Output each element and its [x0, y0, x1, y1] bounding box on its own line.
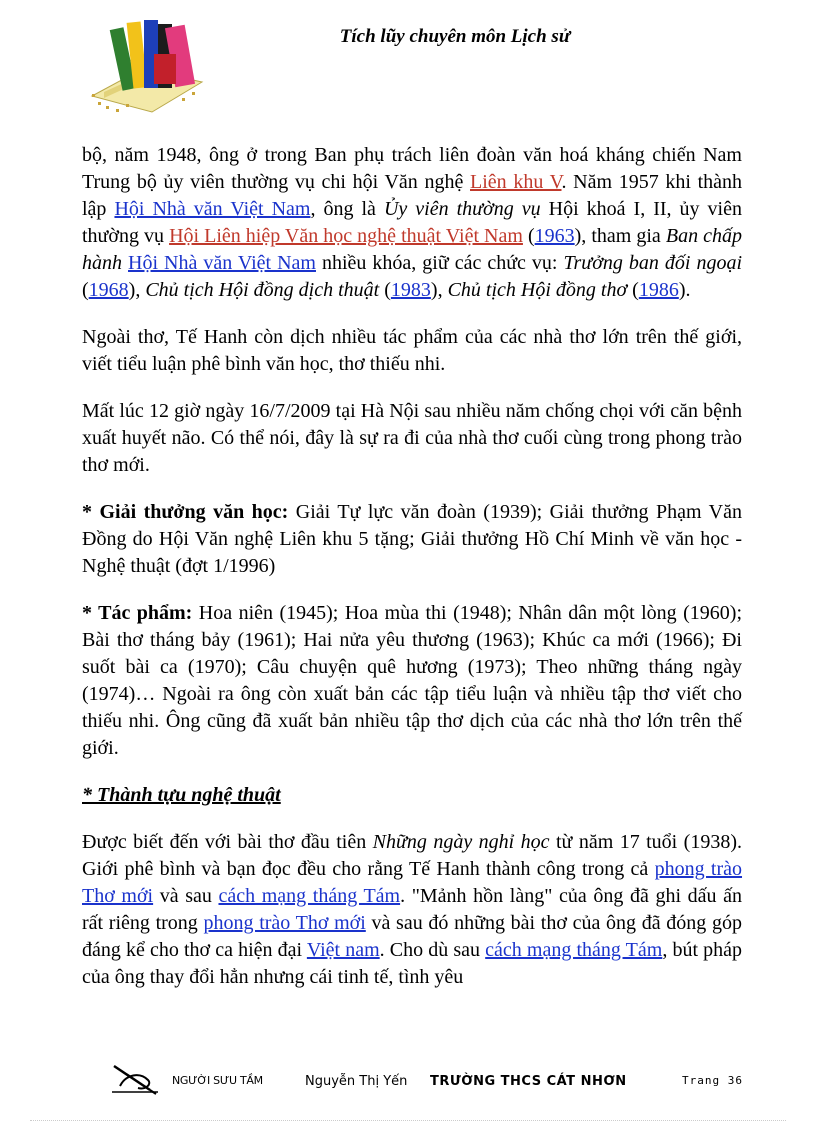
link-hoi-lien-hiep[interactable]: Hội Liên hiệp Văn học nghệ thuật Việt Nam	[169, 225, 523, 247]
main-content	[82, 142, 742, 1011]
link-hoi-nha-van-2[interactable]: Hội Nhà văn Việt Nam	[128, 252, 316, 274]
school-name: TRƯỜNG THCS CÁT NHƠN	[430, 1074, 627, 1089]
books-logo	[82, 14, 212, 114]
link-cach-mang-thang-tam-2[interactable]: cách mạng tháng Tám	[485, 939, 663, 961]
pen-signature-icon	[110, 1062, 162, 1096]
link-viet-nam[interactable]: Việt nam	[306, 939, 380, 961]
paragraph-works: * Tác phẩm: Hoa niên (1945); Hoa mùa thi (1948); Nhân dân một lòng (1960); Bài thơ tháng bảy (1961); Hai nửa yêu thương (1963); Khúc ca mới (1966); Đi suốt bài ca (1970); Câu chuyện quê hương (1973); Theo những tháng ngày (1974)… Ngoài ra ông còn xuất bản các tập tiểu luận và nhiều tập thơ viết cho thiếu nhi. Ông cũng đã xuất bản nhiều tập thơ dịch của các nhà thơ lớn trên thế giới.	[82, 602, 742, 759]
link-phong-trao-tho-moi[interactable]: phong trào Thơ mới	[82, 858, 743, 907]
link-1963[interactable]: 1963	[534, 225, 575, 247]
link-1986[interactable]: 1986	[638, 279, 679, 301]
collector-label: NGƯỜI SƯU TẦM	[172, 1074, 263, 1087]
link-hoi-nha-van[interactable]: Hội Nhà văn Việt Nam	[114, 198, 311, 220]
link-1968[interactable]: 1968	[88, 279, 129, 301]
works-label: * Tác phẩm:	[82, 602, 193, 624]
bottom-divider	[30, 1120, 786, 1121]
paragraph-awards: * Giải thưởng văn học: Giải Tự lực văn đoàn (1939); Giải thưởng Phạm Văn Đồng do Hội Văn nghệ Liên khu 5 tặng; Giải thưởng Hồ Chí Minh về văn học - Nghệ thuật (đợt 1/1996)	[82, 501, 742, 577]
paragraph-death: Mất lúc 12 giờ ngày 16/7/2009 tại Hà Nội sau nhiều năm chống chọi với căn bệnh xuất huyết não. Có thể nói, đây là sự ra đi của nhà thơ cuối cùng trong phong trào thơ mới.	[82, 400, 742, 476]
link-lien-khu-v[interactable]: Liên khu V	[470, 171, 562, 193]
paragraph-achievements: Được biết đến với bài thơ đầu tiên Những ngày nghỉ học từ năm 17 tuổi (1938). Giới phê bình và bạn đọc đều cho rằng Tế Hanh thành công trong cả phong trào Thơ mới và sau cách mạng tháng Tám. "Mảnh hồn làng" của ông đã ghi dấu ấn rất riêng trong phong trào Thơ mới và sau đó những bài thơ của ông đã đóng góp đáng kể cho thơ ca hiện đại Việt nam. Cho dù sau cách mạng tháng Tám, bút pháp của ông thay đổi hẳn nhưng cái tinh tế, tình yêu	[82, 831, 743, 988]
awards-label: * Giải thưởng văn học:	[82, 501, 289, 523]
author-name: Nguyễn Thị Yến	[305, 1074, 408, 1089]
paragraph-positions: bộ, năm 1948, ông ở trong Ban phụ trách liên đoàn văn hoá kháng chiến Nam Trung bộ ủy viên thường vụ chi hội Văn nghệ Liên khu V. Năm 1957 khi thành lập Hội Nhà văn Việt Nam, ông là Ủy viên thường vụ Hội khoá I, II, ủy viên thường vụ Hội Liên hiệp Văn học nghệ thuật Việt Nam (1963), tham gia Ban chấp hành Hội Nhà văn Việt Nam nhiều khóa, giữ các chức vụ: Trưởng ban đối ngoại (1968), Chủ tịch Hội đồng dịch thuật (1983), Chủ tịch Hội đồng thơ (1986).	[82, 144, 743, 301]
page-footer	[110, 1060, 760, 1100]
link-phong-trao-tho-moi-2[interactable]: phong trào Thơ mới	[203, 912, 366, 934]
section-heading: * Thành tựu nghệ thuật	[82, 784, 281, 806]
link-cach-mang-thang-tam[interactable]: cách mạng tháng Tám	[218, 885, 401, 907]
link-1983[interactable]: 1983	[390, 279, 431, 301]
header-title: Tích lũy chuyên môn Lịch sử	[339, 26, 571, 47]
page-number: Trang 36	[682, 1074, 743, 1087]
paragraph-translation: Ngoài thơ, Tế Hanh còn dịch nhiều tác phẩm của các nhà thơ lớn trên thế giới, viết tiểu luận phê bình văn học, thơ thiếu nhi.	[82, 326, 742, 375]
